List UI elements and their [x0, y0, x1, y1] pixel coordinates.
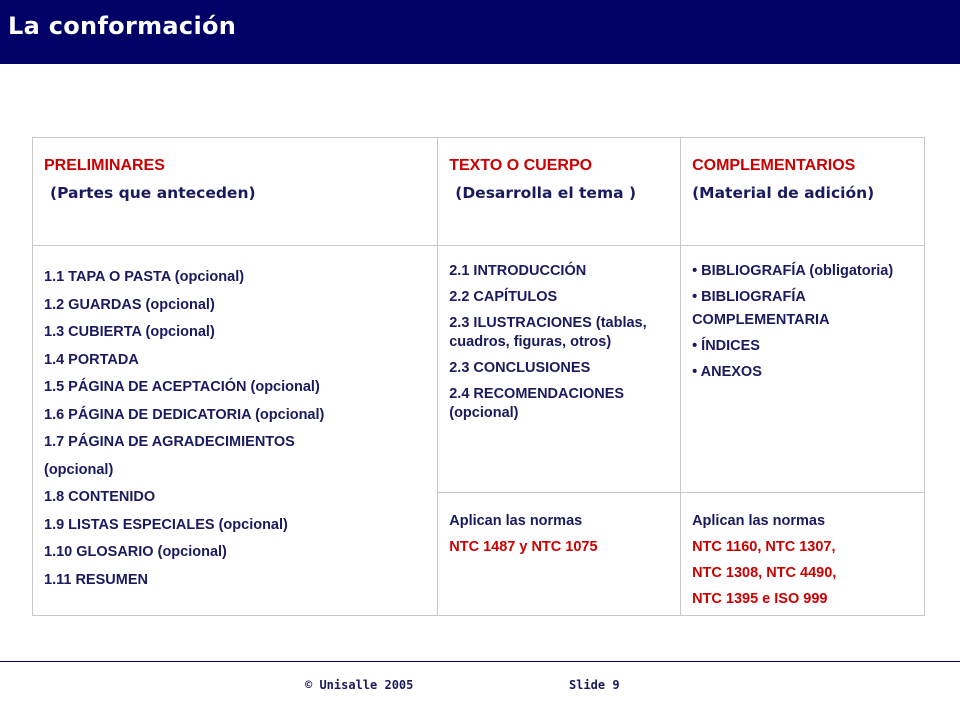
- footer-copyright: © Unisalle 2005: [305, 678, 414, 692]
- slide-title: La conformación: [8, 12, 237, 40]
- list-item: • ÍNDICES: [692, 338, 760, 354]
- list-item: 2.3 CONCLUSIONES: [449, 360, 591, 376]
- normas-code: NTC 1160, NTC 1307,: [692, 539, 836, 555]
- normas-code: NTC 1487 y NTC 1075: [449, 539, 598, 555]
- column-subtitle: (Desarrolla el tema ): [455, 184, 637, 202]
- footer-divider: [0, 661, 960, 662]
- list-item: • BIBLIOGRAFÍA: [692, 289, 806, 305]
- list-item: COMPLEMENTARIA: [692, 312, 830, 328]
- header-row: [33, 138, 925, 246]
- normas-label: Aplican las normas: [692, 513, 826, 529]
- list-item: 1.2 GUARDAS (opcional): [44, 296, 215, 313]
- header-cell-preliminares: [33, 138, 438, 246]
- normas-complementarios-cell: [681, 493, 925, 616]
- column-subtitle: (Partes que anteceden): [50, 184, 256, 202]
- list-item: 1.9 LISTAS ESPECIALES (opcional): [44, 516, 288, 533]
- column-title: TEXTO O CUERPO: [449, 157, 593, 174]
- list-item: • ANEXOS: [692, 364, 762, 380]
- content-row: [33, 246, 925, 493]
- list-item: • BIBLIOGRAFÍA (obligatoria): [692, 263, 894, 279]
- preliminares-list: [33, 246, 437, 594]
- cuerpo-list: [438, 246, 680, 423]
- cuerpo-cell: [438, 246, 681, 493]
- normas-code: NTC 1308, NTC 4490,: [692, 565, 837, 581]
- footer-slide-number: Slide 9: [569, 678, 620, 692]
- list-item: 1.8 CONTENIDO: [44, 489, 156, 505]
- header-cell-cuerpo: [438, 138, 681, 246]
- list-item: 1.11 RESUMEN: [44, 571, 148, 588]
- list-item: 1.3 CUBIERTA (opcional): [44, 324, 215, 340]
- list-item: 1.6 PÁGINA DE DEDICATORIA (opcional): [44, 406, 325, 423]
- header-cell-complementarios: [681, 138, 925, 246]
- list-item: 2.4 RECOMENDACIONES (opcional): [449, 386, 625, 421]
- list-item: (opcional): [44, 461, 114, 478]
- list-item: 1.4 PORTADA: [44, 351, 139, 368]
- preliminares-cell: [33, 246, 438, 616]
- list-item: 1.10 GLOSARIO (opcional): [44, 544, 227, 560]
- column-title: COMPLEMENTARIOS: [692, 157, 856, 174]
- complementarios-cell: [681, 246, 925, 493]
- normas-cuerpo-cell: [438, 493, 681, 616]
- column-subtitle: (Material de adición): [692, 184, 875, 202]
- list-item: 1.5 PÁGINA DE ACEPTACIÓN (opcional): [44, 379, 320, 395]
- column-title: PRELIMINARES: [44, 157, 165, 174]
- title-bar: [0, 0, 960, 64]
- conformacion-table: [32, 137, 925, 616]
- list-item: 1.7 PÁGINA DE AGRADECIMIENTOS: [44, 434, 295, 450]
- list-item: 2.2 CAPÍTULOS: [449, 289, 558, 305]
- list-item: 1.1 TAPA O PASTA (opcional): [44, 269, 245, 285]
- normas-code: NTC 1395 e ISO 999: [692, 591, 828, 607]
- normas-label: Aplican las normas: [449, 513, 583, 529]
- list-item: 2.1 INTRODUCCIÓN: [449, 263, 587, 279]
- complementarios-list: [681, 246, 924, 385]
- list-item: 2.3 ILUSTRACIONES (tablas, cuadros, figuras, otros): [449, 315, 647, 350]
